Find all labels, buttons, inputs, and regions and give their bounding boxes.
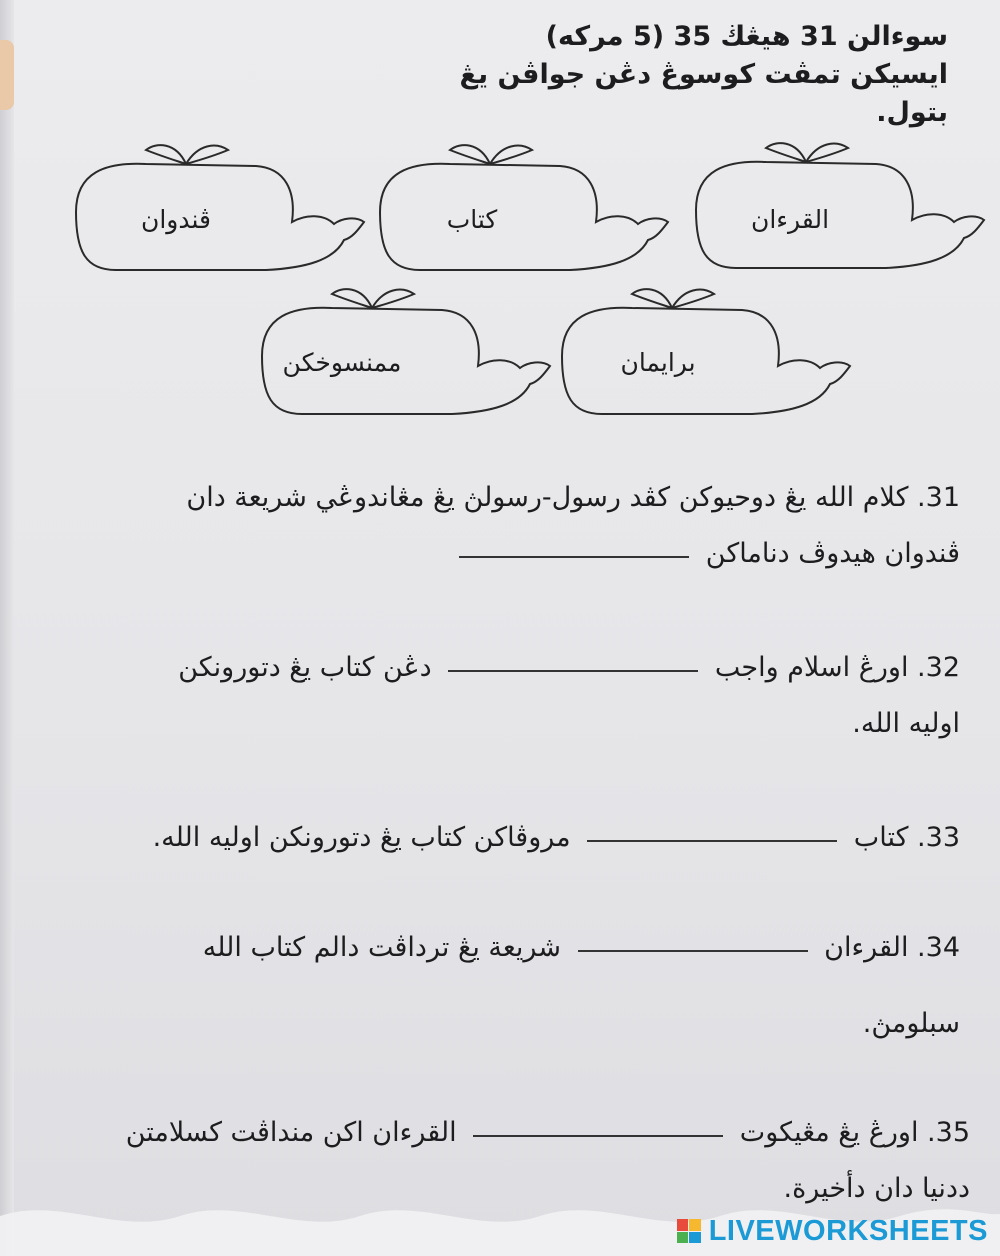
question-text: ڤندوان هيدوڤ دناماكن: [705, 538, 960, 569]
word-bank-item: ڤندوان: [141, 205, 211, 234]
question-text: شريعة يڠ ترداڤت دالم كتاب الله: [202, 932, 561, 963]
question-number: 32.: [917, 652, 960, 683]
question-number: 31.: [917, 482, 960, 513]
liveworksheets-brand: [677, 1214, 988, 1248]
page-corner-decoration: [0, 40, 14, 110]
question-31: [50, 470, 960, 582]
instructions-header: [388, 18, 948, 132]
instructions-text: ايسيكن تمڤت كوسوڠ دڠن جواڤن يڠ بتول.: [459, 59, 948, 128]
question-text: اورڠ اسلام واجب: [714, 652, 909, 683]
answer-blank-34[interactable]: [578, 946, 808, 952]
question-text: اورڠ يڠ مڠيكوت: [739, 1117, 919, 1148]
question-text: القرءان: [824, 932, 909, 963]
word-bank-item: برايمان: [620, 348, 696, 377]
word-bank-item: ممنسوخكن: [282, 348, 402, 377]
word-bank-item: القرءان: [750, 205, 830, 234]
question-text: القرءان اكن منداڤت كسلامتن: [125, 1117, 457, 1148]
liveworksheets-logo-icon: [677, 1219, 701, 1243]
question-text: كتاب: [853, 822, 909, 853]
question-text: مروڤاكن كتاب يڠ دتورونكن اوليه الله.: [152, 822, 571, 853]
question-range-label: سوءالن 31 هيڠڬ 35 (5 مركه): [545, 21, 948, 52]
question-number: 35.: [927, 1117, 970, 1148]
question-text: دڠن كتاب يڠ دتورونكن: [178, 652, 432, 683]
question-text: اوليه الله.: [852, 708, 960, 739]
brand-name: LIVEWORKSHEETS: [708, 1214, 988, 1247]
question-33: [60, 810, 960, 866]
word-bank-shapes: [0, 130, 1000, 440]
answer-blank-35[interactable]: [473, 1131, 723, 1137]
answer-blank-32[interactable]: [448, 666, 698, 672]
question-number: 33.: [917, 822, 960, 853]
answer-blank-31[interactable]: [459, 552, 689, 558]
word-bank-item: كتاب: [446, 205, 498, 234]
question-text: سبلومڽ.: [862, 1008, 960, 1039]
question-text: كلام الله يڠ دوحيوكن كڤد رسول-رسولڽ يڠ مڠاندوڠي شريعة دان: [186, 482, 909, 513]
question-text: ددنيا دان دأخيرة.: [783, 1173, 970, 1204]
answer-blank-33[interactable]: [587, 836, 837, 842]
question-34: [140, 920, 960, 1052]
question-32: [80, 640, 960, 752]
question-number: 34.: [917, 932, 960, 963]
